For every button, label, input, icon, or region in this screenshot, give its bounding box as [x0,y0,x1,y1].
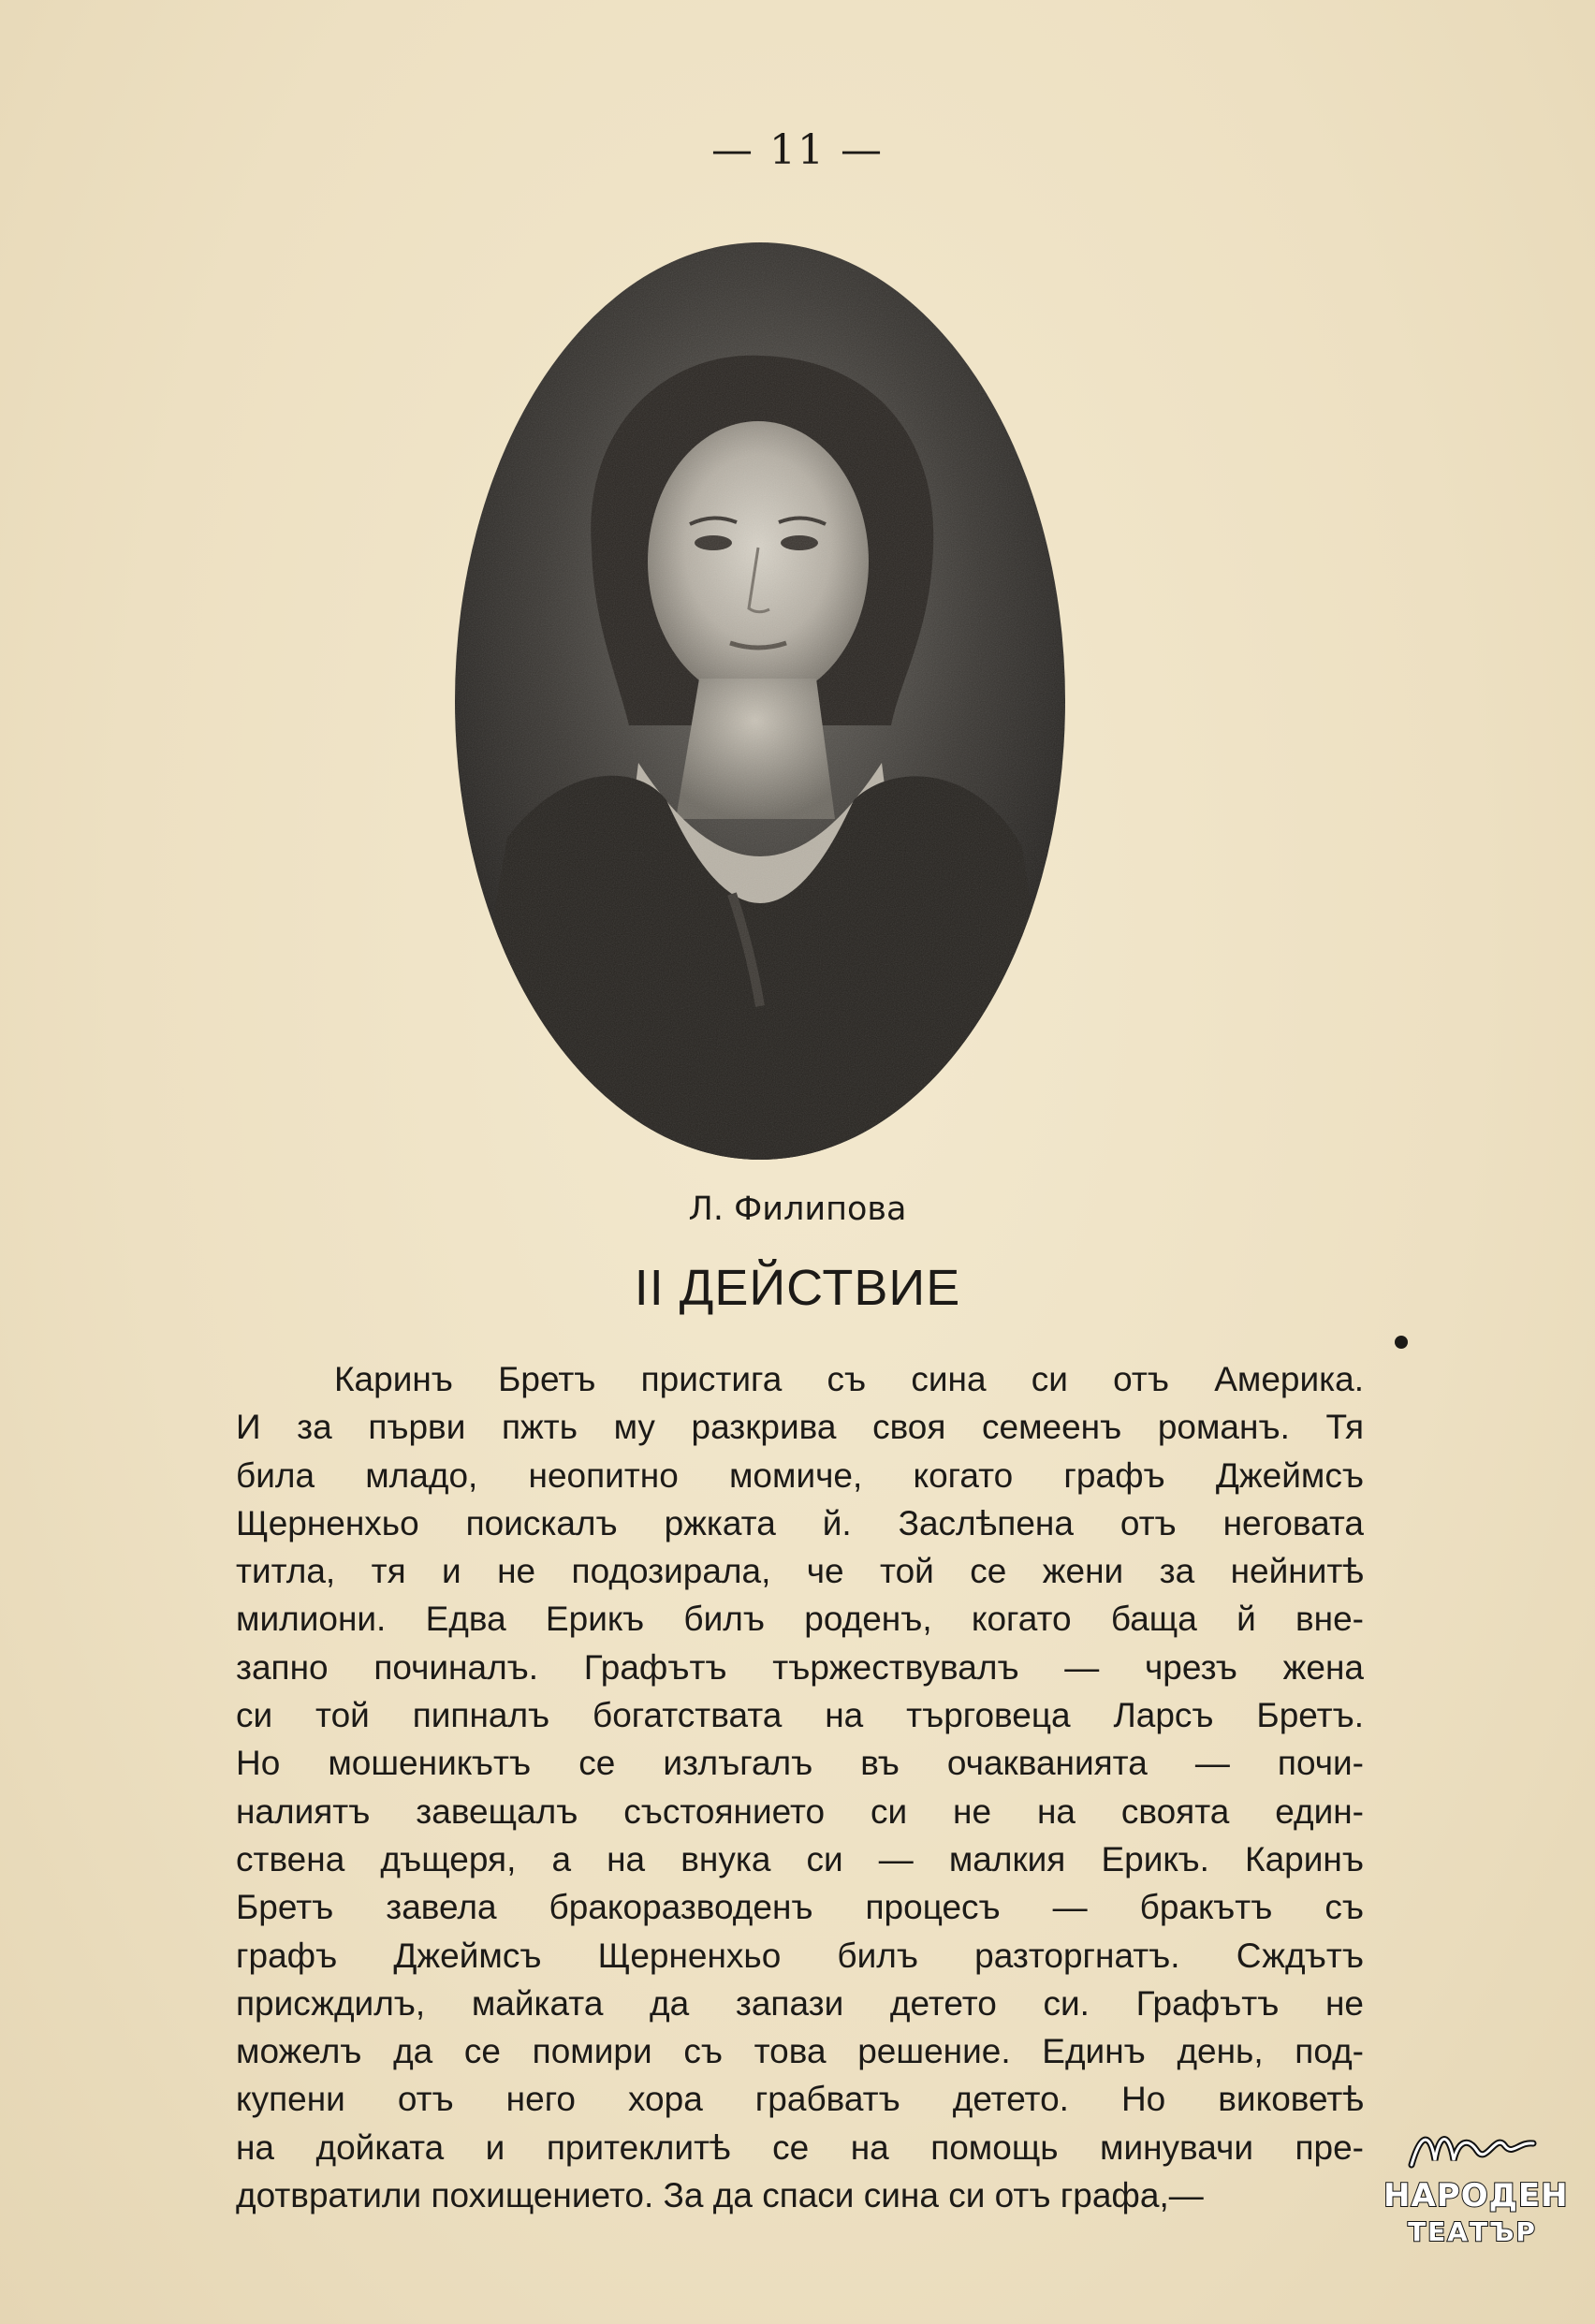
text-line: титла, тя и не подозирала, че той се жени за нейнитѣ [236,1552,1364,1591]
body-paragraph [236,1355,1364,2219]
theatre-logo [1383,2123,1569,2273]
signature-icon [1402,2123,1543,2179]
ink-dot [1395,1336,1408,1349]
page-number: — 11 — [711,126,884,174]
text-line: присждилъ, майката да запази детето си. Графътъ не [236,1983,1364,2023]
act-title: II ДЕЙСТВИЕ [634,1260,961,1316]
text-line: купени отъ него хора грабватъ детето. Но виковетѣ [236,2080,1364,2119]
text-line: милиони. Едва Ерикъ билъ роденъ, когато баща й вне- [236,1600,1364,1639]
text-line: на дойката и притеклитѣ се на помощь минувачи пре- [236,2127,1364,2167]
text-line: си той пипналъ богатствата на търговеца Ларсъ Бретъ. [236,1696,1364,1735]
portrait-caption: Л. Филипова [688,1191,907,1228]
text-line: запно починалъ. Графътъ тържествувалъ — чрезъ жена [236,1647,1364,1687]
text-line: Щерненхьо поискалъ ржката й. Заслѣпена отъ неговата [236,1503,1364,1542]
logo-line-2: ТЕАТЪР [1408,2216,1537,2247]
text-line: И за първи пжть му разкрива своя семеенъ романъ. Тя [236,1408,1364,1447]
portrait-photo [451,239,1069,1163]
text-line: Бретъ завела бракоразводенъ процесъ — бракътъ съ [236,1888,1364,1927]
text-line: налиятъ завещалъ състоянието си не на своята един- [236,1791,1364,1831]
logo-line-1: НАРОДЕН [1383,2177,1569,2214]
text-line: можелъ да се помири съ това решение. Единъ день, под- [236,2032,1364,2071]
text-line: била младо, неопитно момиче, когато графъ Джеймсъ [236,1455,1364,1495]
text-line: ствена дъщеря, а на внука си — малкия Ерикъ. Каринъ [236,1839,1364,1878]
text-line: графъ Джеймсъ Щерненхьо билъ разторгнатъ. Сждътъ [236,1936,1364,1975]
text-line: дотвратили похищението. За да спаси сина си отъ графа,— [236,2176,1204,2215]
text-line: Но мошеникътъ се излъгалъ въ очакванията — почи- [236,1744,1364,1783]
text-line: Каринъ Бретъ пристига съ сина си отъ Америка. [334,1360,1364,1398]
